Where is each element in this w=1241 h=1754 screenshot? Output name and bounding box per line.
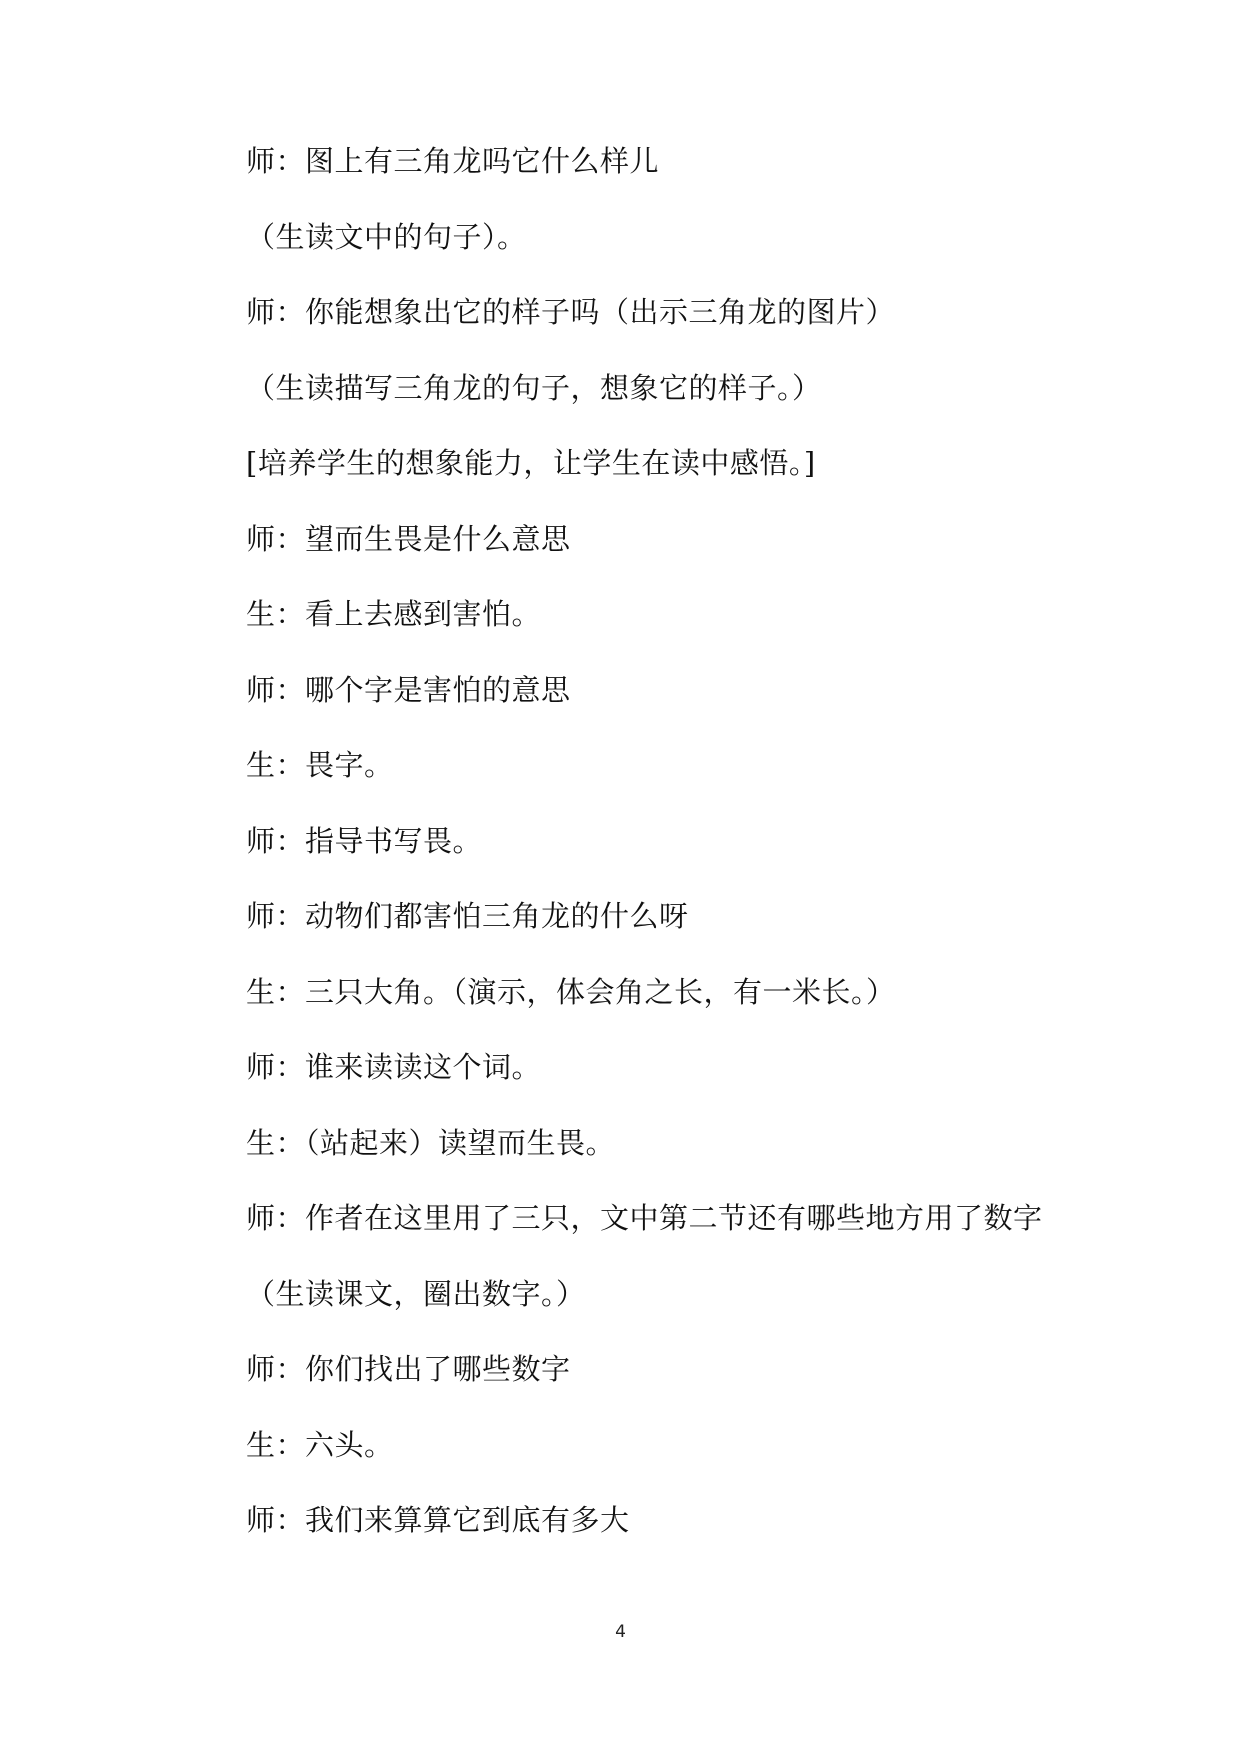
text-line: 师：望而生畏是什么意思: [246, 521, 571, 556]
text-line: 师：动物们都害怕三角龙的什么呀: [246, 899, 689, 933]
text-line: 师：你们找出了哪些数字: [246, 1352, 571, 1386]
text-line: 生：看上去感到害怕。: [246, 597, 542, 631]
text-line: [培养学生的想象能力，让学生在读中感悟。]: [246, 446, 816, 480]
text-line: 师：我们来算算它到底有多大: [246, 1503, 630, 1537]
page-number: 4: [615, 1622, 626, 1642]
text-line: 师：指导书写畏。: [246, 823, 483, 858]
text-line: （生读描写三角龙的句子，想象它的样子。）: [246, 370, 822, 405]
text-body: [246, 145, 1146, 1580]
text-line: 生：六头。: [246, 1427, 394, 1462]
text-line: 师：作者在这里用了三只，文中第二节还有哪些地方用了数字: [246, 1201, 1043, 1235]
text-line: 师：哪个字是害怕的意思: [246, 672, 571, 707]
text-line: 生：畏字。: [246, 748, 394, 782]
text-line: 生：（站起来）读望而生畏。: [246, 1125, 616, 1160]
text-line: （生读课文，圈出数字。）: [246, 1276, 586, 1311]
text-line: 生：三只大角。（演示，体会角之长，有一米长。）: [246, 974, 896, 1009]
text-line: （生读文中的句子）。: [246, 219, 527, 254]
text-line: 师：你能想象出它的样子吗（出示三角龙的图片）: [246, 295, 896, 329]
text-line: 师：图上有三角龙吗它什么样儿: [246, 144, 660, 178]
text-line: 师：谁来读读这个词。: [246, 1050, 542, 1084]
